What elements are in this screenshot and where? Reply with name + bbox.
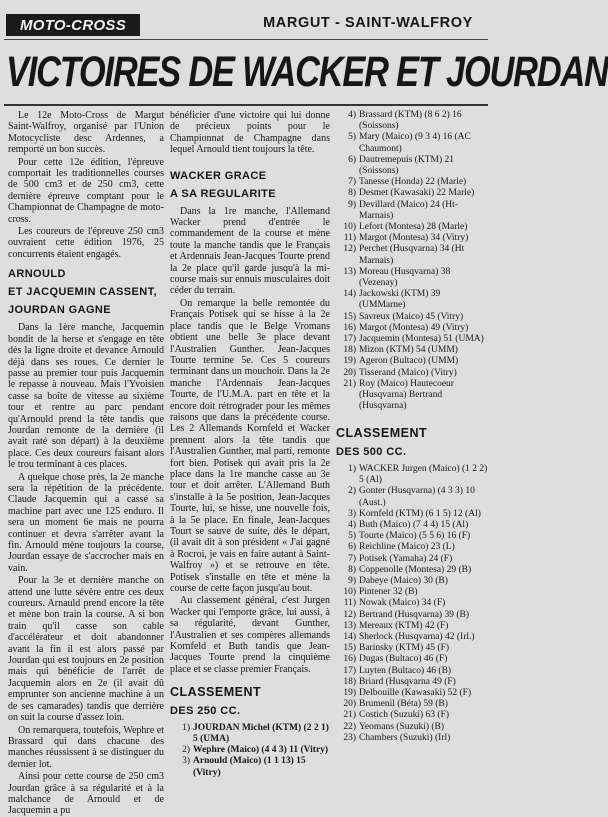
result-item — [336, 654, 488, 665]
column-3 — [336, 110, 488, 741]
result-text: Briard (Husqvarna 49 (F) — [359, 676, 456, 687]
result-rank: 21) — [343, 710, 356, 721]
classement-250-subheading: DES 250 CC. — [170, 704, 241, 717]
result-item — [336, 587, 488, 598]
result-text: Margot (Montesa) 34 (Vitry) — [359, 233, 469, 244]
result-text: Chambers (Suzuki) (Irl) — [359, 732, 451, 743]
result-item — [336, 486, 488, 508]
result-text: Wephre (Maico) (4 4 3) 11 (Vitry) — [193, 745, 329, 756]
result-text: Roy (Maico) Hautecoeur (Husqvarna) Bertrand (Husqvarna) — [359, 378, 454, 412]
result-text: Yeomans (Suzuki) (B) — [359, 721, 445, 732]
result-item — [336, 621, 488, 632]
result-rank: 20) — [343, 699, 356, 710]
result-item — [336, 520, 488, 531]
subheading: ET JACQUEMIN CASSENT, — [8, 286, 157, 299]
result-text: WACKER Jurgen (Maico) (1 2 2) 5 (Al) — [359, 463, 488, 486]
result-rank: 3) — [182, 756, 190, 767]
result-text: Brumenil (Béta) 59 (B) — [359, 699, 448, 710]
result-item — [336, 155, 488, 177]
result-item — [336, 643, 488, 654]
paragraph: A quelque chose près, la 2e manche sera la répétition de la précédente. Claude Jacquemin qui a cassé sa machine part avec une 125 enduro. Il sera un moment 6e mais ne pourra continuer et devra s'arrêter avant la fin. Arnould mène toujours la course, Jourdan essaye de s'accrocher mais en vain. — [8, 471, 164, 574]
result-item — [170, 723, 330, 745]
result-rank: 17) — [343, 665, 356, 676]
result-item — [336, 244, 488, 266]
result-rank: 13) — [343, 620, 356, 631]
event-location: MARGUT - SAINT-WALFROY — [263, 15, 473, 31]
result-item — [336, 699, 488, 710]
result-text: Savreux (Maico) 45 (Vitry) — [359, 311, 464, 322]
result-rank: 19) — [343, 356, 356, 367]
result-rank: 6) — [348, 542, 356, 553]
subheading: WACKER GRACE — [170, 169, 267, 182]
result-item — [336, 531, 488, 542]
result-text: Barinsky (KTM) 45 (F) — [359, 643, 449, 654]
result-text: Delbouille (Kawasaki) 52 (F) — [359, 687, 472, 698]
result-text: Gonter (Husqvarna) (4 3 3) 10 (Aust.) — [359, 486, 475, 508]
result-rank: 4) — [348, 519, 356, 530]
result-item — [170, 756, 330, 778]
result-text: Moreau (Husqvarna) 38 (Vezenay) — [359, 266, 451, 289]
result-item — [336, 379, 488, 413]
result-item — [336, 177, 488, 188]
result-rank: 18) — [343, 676, 356, 687]
result-rank: 18) — [343, 345, 356, 356]
result-item — [336, 554, 488, 565]
result-item — [336, 464, 488, 486]
result-rank: 14) — [343, 289, 356, 300]
result-text: Mereaux (KTM) 42 (F) — [359, 620, 449, 631]
result-item — [336, 710, 488, 721]
result-item — [336, 132, 488, 154]
result-rank: 4) — [348, 110, 356, 120]
paragraph: Dans la 1ère manche, Jacquemin bondit de la herse et s'engage en tête dès la ligne droite et devance Arnould déjà dans ses roues. Ce dernier le passe au premier tour puis Jacquemin le repasse à nouveau. Mais l'Yvoisien casse sa boîte de vitesse au sixième tour et rentre au parc pendant qu'Arnould prend la tête tandis que Jourdan remonte de la dernière (il avait raté son départ) à la deuxième place. Ces deux coureurs faisant alors le trou terminant à ces places. — [8, 322, 164, 471]
result-item — [336, 598, 488, 609]
result-text: Dautremepuis (KTM) 21 (Soissons) — [359, 154, 454, 177]
result-item — [336, 289, 488, 311]
headline: VICTOIRES DE WACKER ET JOURDAN — [6, 48, 608, 96]
result-item — [336, 688, 488, 699]
top-divider — [4, 39, 488, 40]
result-text: Arnould (Maico) (1 1 13) 15 (Vitry) — [193, 756, 306, 778]
classement-500-subheading: DES 500 CC. — [336, 445, 407, 458]
result-item — [336, 677, 488, 688]
result-rank: 19) — [343, 687, 356, 698]
column-2 — [170, 110, 330, 778]
result-text: Costich (Suzuki) 63 (F) — [359, 710, 449, 721]
result-item — [336, 110, 488, 132]
result-item — [336, 200, 488, 222]
result-item — [336, 312, 488, 323]
result-rank: 16) — [343, 322, 356, 333]
result-text: Lefort (Montesa) 28 (Marle) — [359, 222, 468, 233]
result-text: Bertrand (Husqvarna) 39 (B) — [359, 609, 470, 620]
result-item — [336, 610, 488, 621]
result-text: Kornfeld (KTM) (6 1 5) 12 (Al) — [359, 508, 481, 519]
result-item — [336, 565, 488, 576]
result-item — [336, 722, 488, 733]
result-rank: 11) — [343, 598, 356, 609]
result-item — [336, 267, 488, 289]
result-text: Desmet (Kawasaki) 22 Marle) — [359, 188, 475, 199]
subheading: JOURDAN GAGNE — [8, 304, 111, 317]
result-item — [336, 356, 488, 367]
result-text: Buth (Maico) (7 4 4) 15 (Al) — [359, 519, 469, 530]
result-rank: 7) — [348, 553, 356, 564]
result-text: Tourte (Maico) (5 5 6) 16 (F) — [359, 531, 471, 542]
result-rank: 1) — [348, 463, 356, 474]
paragraph: Ainsi pour cette course de 250 cm3 Jourdan grâce à sa régularité et à la malchance de Arnould et de Jacquemin a pu — [8, 771, 164, 817]
result-rank: 9) — [348, 575, 356, 586]
paragraph: Les coureurs de l'épreuve 250 cm3 ouvraient cette édition 1976, 25 concurrents étaient engagés. — [8, 226, 164, 260]
result-text: Nowak (Maico) 34 (F) — [359, 598, 446, 609]
classement-250-heading: CLASSEMENT — [170, 685, 262, 700]
result-text: Dugas (Bultaco) 46 (F) — [359, 654, 448, 665]
paragraph: bénéficier d'une victoire qui lui donne de précieux points pour le Championnat de Champagne dans lequel Arnould tient toujours la tête. — [170, 110, 330, 156]
result-rank: 21) — [343, 378, 356, 389]
column-1 — [8, 110, 164, 817]
result-text: Luyten (Bultaco) 46 (B) — [359, 665, 452, 676]
result-text: Ageron (Bultaco) (UMM) — [359, 356, 459, 367]
result-item — [336, 323, 488, 334]
results-250-list-continued — [336, 110, 488, 412]
result-item — [170, 745, 330, 756]
result-text: Mary (Maico) (9 3 4) 16 (AC Chaumont) — [359, 132, 471, 154]
paragraph: Le 12e Moto-Cross de Margut Saint-Walfroy, organisé par l'Union Motocycliste desc Ardennes, a remporté un bon succès. — [8, 110, 164, 156]
result-text: Brassard (KTM) (8 6 2) 16 (Soissons) — [359, 110, 462, 132]
result-rank: 12) — [343, 244, 356, 255]
result-item — [336, 345, 488, 356]
result-text: Reichline (Maico) 23 (L) — [359, 542, 455, 553]
result-text: Mizon (KTM) 54 (UMM) — [359, 345, 458, 356]
result-item — [336, 222, 488, 233]
results-250-list — [170, 723, 330, 779]
result-rank: 12) — [343, 609, 356, 620]
result-rank: 1) — [182, 722, 190, 733]
results-500-list — [336, 464, 488, 744]
result-rank: 10) — [343, 222, 356, 233]
result-rank: 8) — [348, 564, 356, 575]
result-rank: 10) — [343, 587, 356, 598]
paragraph: Dans la 1re manche, l'Allemand Wacker prend d'entrée le commandement de la course et mène toute la manche tandis que le Français et Ardennais Jean-Jacques Tourte prend la 2e place qu'il garde jusqu'à la mi-course mais sur ennuis musculaires doit céder du terrain. — [170, 205, 330, 297]
result-rank: 22) — [343, 721, 356, 732]
result-rank: 9) — [348, 199, 356, 210]
result-item — [336, 188, 488, 199]
result-item — [336, 334, 488, 345]
result-rank: 8) — [348, 188, 356, 199]
result-text: Tanesse (Honda) 22 (Marle) — [359, 177, 467, 188]
result-text: Tisserand (Maico) (Vitry) — [359, 367, 457, 378]
result-rank: 6) — [348, 154, 356, 165]
result-text: Margot (Montesa) 49 (Vitry) — [359, 322, 469, 333]
result-rank: 20) — [343, 367, 356, 378]
result-rank: 15) — [343, 311, 356, 322]
result-rank: 2) — [182, 745, 190, 756]
paragraph: Pour la 3e et dernière manche on attend une lutte sévère entre ces deux coureurs. Arnauld prend encore la tête et mène bon train la course. A si bon train qu'il casse son cable d'accélérateur et doit abandonner avant la fin il est alors passé par Jourdan qui est toujours en 2e position mais qui bénéficie de l'arrêt de Jacquemin alors en 2e (il avait dû emprunter son ancienne machine à un de ses camarades) tandis que derrière on suit la course d'assez loin. — [8, 575, 164, 724]
result-text: Coppenolle (Montesa) 29 (B) — [359, 564, 472, 575]
result-item — [336, 368, 488, 379]
result-rank: 11) — [343, 233, 356, 244]
result-rank: 15) — [343, 643, 356, 654]
paragraph: On remarque la belle remontée du Français Potisek qui se hisse à la 2e place tandis que le Belge Vromans obtient une belle 3e place devant l'Australien Gunther. Jean-Jacques Tourte termine 5e. Ces 5 coureurs terminant dans un mouchoir. Dans la 2e manche l'Ardennais Jean-Jacques Tourte, de l'U.M.A. part en tête et la encore doit rétrograder pour les mêmes raisons que dans la précédente course. Les 2 Allemands Kornfeld et Wacker prennent alors la tête tandis que l'Australien Gunther, mal parti, remonte fort bien. Potisek qui avait pris la 2e place dans la 1re manche casse au 3e tour et doit arrêter. L'Allemand Buth s'installe à la 5e position, Jean-Jacques Tourte, lui, se hisse, une nouvelle fois, à la 5e place. En finale, Jean-Jacques Tourt se sauve de suite, dès le départ, (il avait dit à son président « J'ai gagné à Rocroi, je vais en faire autant à Saint-Walfroy ») et se retrouve en tête. Potisek s'installe en tête et mène la course de cette façon jusqu'au bout. — [170, 297, 330, 595]
result-item — [336, 576, 488, 587]
result-item — [336, 666, 488, 677]
result-rank: 17) — [343, 334, 356, 345]
subheading: A SA REGULARITE — [170, 187, 277, 200]
result-item — [336, 542, 488, 553]
result-text: Potisek (Yamaha) 24 (F) — [359, 553, 453, 564]
result-text: Perchet (Husqvarna) 34 (Ht Marnais) — [359, 244, 465, 266]
result-rank: 5) — [348, 132, 356, 143]
result-text: Jackowski (KTM) 39 (UMMarne) — [359, 289, 441, 311]
result-rank: 5) — [348, 531, 356, 542]
result-item — [336, 733, 488, 744]
result-text: JOURDAN Michel (KTM) (2 2 1) 5 (UMA) — [193, 722, 329, 744]
paragraph: Au classement général, c'est Jurgen Wacker qui l'emporte grâce, lui aussi, à sa régularité, devant Gunther, l'Australien et ses compères allemands Kornfeld et Buth tandis que Jean-Jacques Tourte prend la cinquième place et se classe premier Français. — [170, 595, 330, 675]
result-text: Pintener 32 (B) — [359, 587, 418, 598]
result-rank: 7) — [348, 177, 356, 188]
paragraph: On remarquera, toutefois, Wephre et Brassard qui dans chacune des manches réussissent à se distinguer du dernier lot. — [8, 724, 164, 770]
result-item — [336, 509, 488, 520]
result-text: Devillard (Maico) 24 (Ht-Marnais) — [359, 199, 458, 221]
result-rank: 13) — [343, 266, 356, 277]
result-text: Sherlock (Husqvarna) 42 (Irl.) — [359, 631, 475, 642]
result-item — [336, 233, 488, 244]
result-rank: 23) — [343, 732, 356, 743]
result-item — [336, 632, 488, 643]
result-rank: 14) — [343, 631, 356, 642]
result-text: Jacquemin (Montesa) 51 (UMA) — [359, 334, 484, 345]
section-tag: MOTO-CROSS — [6, 14, 140, 36]
headline-divider — [4, 104, 488, 106]
subheading: ARNOULD — [8, 268, 66, 281]
result-rank: 3) — [348, 508, 356, 519]
result-text: Dabeye (Maico) 30 (B) — [359, 575, 448, 586]
classement-500-heading: CLASSEMENT — [336, 426, 428, 441]
paragraph: Pour cette 12e édition, l'épreuve comportait les traditionnelles courses de 500 cm3 et de 250 cm3, cette dernière épreuve comptant pour le Championnat de Champagne de moto-cross. — [8, 156, 164, 225]
result-rank: 16) — [343, 654, 356, 665]
result-rank: 2) — [348, 486, 356, 497]
